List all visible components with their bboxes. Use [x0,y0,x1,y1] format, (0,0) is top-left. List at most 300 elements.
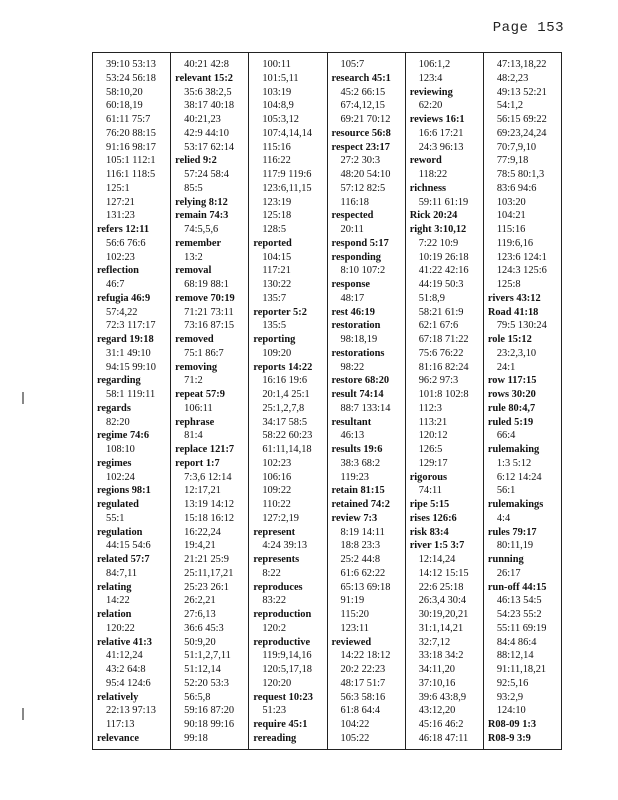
page-line-ref: 8:22 [262,567,281,579]
index-term: retain 81:15 [331,485,385,497]
page-line-ref: 20:1,4 25:1 [262,389,310,400]
page-line-ref: 115:20 [340,609,369,620]
page-line-ref: 26:3,4 30:4 [418,595,467,607]
index-term: Road 41:18 [487,306,539,318]
page-line-ref: 34:17 58:5 [262,416,308,428]
page-line-ref: 56:15 69:22 [496,114,547,125]
page-line-ref: 57:4,22 [106,306,138,318]
index-term: rises 126:6 [409,512,457,524]
page-line-ref: 22:6 25:18 [418,581,464,593]
index-term: respected [331,210,374,222]
page-line-ref: 46:7 [106,279,125,290]
index-term: repeat 57:9 [175,389,225,400]
page-line-ref: 107:4,14,14 [262,127,312,139]
page-line-ref: 47:13,18,22 [496,59,547,70]
index-column-5 [406,53,484,749]
page-line-ref: 60:18,19 [106,100,143,112]
page-line-ref: 84:4 86:4 [496,636,537,648]
page-line-ref: 108:10 [106,444,135,455]
index-term: removed [175,334,214,345]
page-line-ref: 54:23 55:2 [496,609,542,620]
page-line-ref: 44:15 54:6 [106,540,151,552]
page-line-ref: 84:7,11 [106,567,138,579]
page-line-ref: 35:6 38:2,5 [184,86,232,98]
page-line-ref: 30:19,20,21 [418,609,469,620]
page-line-ref: 13:19 14:12 [184,499,235,510]
page-line-ref: 92:5,16 [496,677,529,689]
page-line-ref: 14:12 15:15 [418,567,469,579]
index-term: remove 70:19 [175,292,235,304]
page-line-ref: 24:1 [496,361,516,373]
page-line-ref: 23:2,3,10 [496,347,537,359]
index-term: restorations [331,347,385,359]
index-term: relation [97,609,132,620]
page-line-ref: 48:20 54:10 [340,169,391,180]
page-line-ref: 103:20 [496,196,526,208]
page-line-ref: 94:15 99:10 [106,361,156,373]
page-line-ref: 27:2 30:3 [340,155,381,167]
page-line-ref: 51:12,14 [184,664,221,675]
index-term: reword [409,155,442,167]
page-line-ref: 40:21,23 [184,114,221,125]
page-line-ref: 100:11 [262,59,291,70]
page-line-ref: 16:22,24 [184,526,221,538]
page-line-ref: 8:19 14:11 [340,526,385,538]
index-term: ripe 5:15 [409,499,450,510]
page-line-ref: 14:22 18:12 [340,650,391,662]
page-line-ref: 120:22 [106,622,135,634]
index-term: reproduces [253,581,303,593]
page-line-ref: 56:6 76:6 [106,237,146,249]
page-line-ref: 12:14,24 [418,554,456,565]
page-line-ref: 20:11 [340,224,364,235]
index-term: reviewed [331,636,372,648]
page-line-ref: 53:24 56:18 [106,72,156,84]
index-term: refers 12:11 [97,224,150,235]
index-term: running [487,554,524,565]
page-line-ref: 120:20 [262,677,292,689]
page-line-ref: 68:19 88:1 [184,279,229,290]
page-line-ref: 69:21 70:12 [340,114,391,125]
page-line-ref: 119:9,14,16 [262,650,312,662]
index-term: reported [253,237,292,249]
page-line-ref: 21:21 25:9 [184,554,229,565]
page-line-ref: 128:5 [262,224,287,235]
page-line-ref: 26:17 [496,567,521,579]
index-term: reports 14:22 [253,361,313,373]
index-term: rigorous [409,471,448,483]
page-line-ref: 18:8 23:3 [340,540,381,552]
word-index-table [92,52,562,750]
index-term: rulemakings [487,499,544,510]
page-line-ref: 124:3 125:6 [496,265,547,277]
page-line-ref: 42:9 44:10 [184,127,229,139]
page-line-ref: 48:17 51:7 [340,677,386,689]
index-term: result 74:14 [331,389,384,400]
index-term: research 45:1 [331,72,391,84]
page-line-ref: 91:11,18,21 [496,664,547,675]
page-line-ref: 55:11 69:19 [496,622,547,634]
page-line-ref: 38:17 40:18 [184,100,235,112]
page-line-ref: 123:11 [340,622,369,634]
index-term: reflection [97,265,139,277]
page-line-ref: 58:22 60:23 [262,430,313,442]
page-line-ref: 51:1,2,7,11 [184,650,231,662]
index-term: ruled 5:19 [487,416,534,428]
page-line-ref: 61:6 62:22 [340,567,386,579]
index-term: regulated [97,499,139,510]
index-term: respond 5:17 [331,237,389,249]
index-term: represent [253,526,296,538]
page-line-ref: 71:2 [184,375,203,387]
index-term: reporter 5:2 [253,306,307,318]
page-line-ref: 76:20 88:15 [106,127,156,139]
page-line-ref: 120:5,17,18 [262,664,312,675]
index-term: relatively [97,691,139,703]
page-line-ref: 131:23 [106,210,135,222]
page-line-ref: 62:20 [418,100,443,112]
index-term: rulemaking [487,444,540,455]
page-line-ref: 45:2 66:15 [340,86,386,98]
page-line-ref: 46:13 [340,430,365,442]
index-term: row 117:15 [487,375,537,387]
page-line-ref: 118:22 [418,169,448,180]
index-term: regards [97,402,131,414]
index-term: responding [331,251,381,263]
page-line-ref: 125:18 [262,210,292,222]
page-line-ref: 91:16 98:17 [106,141,156,153]
page-line-ref: 32:7,12 [418,636,451,648]
page-line-ref: 34:11,20 [418,664,455,675]
page-line-ref: 117:9 119:6 [262,169,312,180]
page-line-ref: 50:9,20 [184,636,216,648]
page-line-ref: 120:2 [262,622,287,634]
page-line-ref: 69:23,24,24 [496,127,547,139]
index-term: require 45:1 [253,719,308,730]
page-line-ref: 57:12 82:5 [340,182,386,194]
index-term: retained 74:2 [331,499,390,510]
page-line-ref: 12:17,21 [184,485,221,497]
page-line-ref: 46:18 47:11 [418,732,469,744]
index-term: rows 30:20 [487,389,536,400]
page-number: Page 153 [492,20,564,36]
page-line-ref: 82:20 [106,416,130,428]
page-line-ref: 105:7 [340,59,365,70]
page-line-ref: 16:16 19:6 [262,375,308,387]
page-line-ref: 123:6 124:1 [496,251,547,263]
page-line-ref: 104:8,9 [262,100,294,112]
page-line-ref: 88:7 133:14 [340,402,391,414]
page-line-ref: 74:11 [418,485,442,497]
page-line-ref: 26:2,21 [184,595,216,607]
page-line-ref: 67:18 71:22 [418,334,469,345]
page-line-ref: 102:23 [262,457,292,469]
page-line-ref: 43:12,20 [418,705,456,717]
page-line-ref: 43:2 64:8 [106,664,146,675]
index-column-2 [171,53,249,749]
page-line-ref: 56:3 58:16 [340,691,386,703]
page-line-ref: 7:22 10:9 [418,237,459,249]
page-line-ref: 13:2 [184,251,203,263]
index-term: respect 23:17 [331,141,390,153]
page-line-ref: 58:21 61:9 [418,306,464,318]
page-line-ref: 56:5,8 [184,691,211,703]
index-term: R08-09 1:3 [487,719,537,730]
index-term: relevant 15:2 [175,72,233,84]
index-term: restoration [331,320,381,332]
page-line-ref: 123:4 [418,72,443,84]
page-line-ref: 98:18,19 [340,334,378,345]
page-line-ref: 61:11,14,18 [262,444,312,455]
page-line-ref: 73:16 87:15 [184,320,235,332]
page-line-ref: 103:19 [262,86,292,98]
page-line-ref: 102:23 [106,251,135,263]
index-term: replace 121:7 [175,444,235,455]
page-line-ref: 116:1 118:5 [106,169,156,180]
page-line-ref: 113:21 [418,416,448,428]
index-term: river 1:5 3:7 [409,540,465,552]
page-line-ref: 4:24 39:13 [262,540,308,552]
index-term: rephrase [175,416,215,428]
index-term: rules 79:17 [487,526,537,538]
page-line-ref: 74:5,5,6 [184,224,219,235]
index-term: reproductive [253,636,311,648]
page-line-ref: 126:5 [418,444,443,455]
page-line-ref: 16:6 17:21 [418,127,464,139]
page-line-ref: 115:16 [262,141,291,153]
page-line-ref: 93:2,9 [496,691,524,703]
page-line-ref: 129:17 [418,457,448,469]
page-line-ref: 59:16 87:20 [184,705,235,717]
page-line-ref: 45:16 46:2 [418,719,464,730]
index-term: review 7:3 [331,512,378,524]
page-line-ref: 56:1 [496,485,516,497]
index-term: regarding [97,375,141,387]
page-line-ref: 57:24 58:4 [184,169,229,180]
index-term: reviews 16:1 [409,114,465,125]
page-line-ref: 72:3 117:17 [106,320,156,332]
index-term: rereading [253,732,297,744]
page-line-ref: 119:23 [340,471,369,483]
index-term: relying 8:12 [175,196,228,208]
page-line-ref: 124:10 [496,705,526,717]
index-term: removal [175,265,212,277]
page-line-ref: 48:17 [340,292,365,304]
page-line-ref: 48:2,23 [496,72,529,84]
index-term: resource 56:8 [331,127,391,139]
page-line-ref: 125:1 [106,182,130,194]
page-line-ref: 36:6 45:3 [184,622,224,634]
page-line-ref: 10:19 26:18 [418,251,469,263]
page-line-ref: 135:7 [262,292,287,304]
page-line-ref: 85:5 [184,182,203,194]
page-line-ref: 51:23 [262,705,287,717]
page-line-ref: 83:22 [262,595,287,607]
page-line-ref: 101:5,11 [262,72,299,84]
page-line-ref: 39:6 43:8,9 [418,691,467,703]
page-line-ref: 110:22 [262,499,291,510]
page-line-ref: 37:10,16 [418,677,456,689]
page-line-ref: 15:18 16:12 [184,512,235,524]
index-term: regions 98:1 [97,485,151,497]
page-line-ref: 116:22 [262,155,291,167]
index-term: regard 19:18 [97,334,154,345]
index-term: refugia 46:9 [97,292,151,304]
index-column-1 [93,53,171,749]
page-line-ref: 65:13 69:18 [340,581,391,593]
page-line-ref: 31:1,14,21 [418,622,464,634]
page-line-ref: 51:8,9 [418,292,445,304]
index-term: run-off 44:15 [487,581,547,593]
index-term: reproduction [253,609,312,620]
page-line-ref: 8:10 107:2 [340,265,386,277]
page-line-ref: 49:13 52:21 [496,86,547,98]
index-term: related 57:7 [97,554,150,565]
page-line-ref: 105:22 [340,732,370,744]
page-line-ref: 41:12,24 [106,650,143,662]
index-term: Rick 20:24 [409,210,458,222]
index-column-6 [484,53,561,749]
index-term: removing [175,361,218,373]
page-line-ref: 127:2,19 [262,512,300,524]
page-line-ref: 55:1 [106,512,125,524]
page-line-ref: 96:2 97:3 [418,375,459,387]
page-line-ref: 25:1,2,7,8 [262,402,305,414]
page-line-ref: 119:6,16 [496,237,534,249]
index-term: relied 9:2 [175,155,217,167]
index-term: reviewing [409,86,453,98]
page-line-ref: 71:21 73:11 [184,306,234,318]
page-line-ref: 117:13 [106,719,135,730]
index-term: report 1:7 [175,457,220,469]
page-line-ref: 95:4 124:6 [106,677,151,689]
index-term: relevance [97,732,139,744]
page-line-ref: 98:22 [340,361,365,373]
page-line-ref: 7:3,6 12:14 [184,471,232,483]
page-line-ref: 41:22 42:16 [418,265,469,277]
page-line-ref: 81:16 82:24 [418,361,469,373]
page-line-ref: 101:8 102:8 [418,389,469,400]
page-line-ref: 58:10,20 [106,86,143,98]
page-line-ref: 125:8 [496,279,521,290]
page-line-ref: 106:1,2 [418,59,451,70]
page-line-ref: 38:3 68:2 [340,457,381,469]
page-line-ref: 79:5 130:24 [496,320,547,332]
page-line-ref: 59:11 61:19 [418,196,469,208]
index-column-4 [328,53,406,749]
index-term: relative 41:3 [97,636,152,648]
page-line-ref: 81:4 [184,430,203,442]
index-term: rest 46:19 [331,306,375,318]
page-line-ref: 75:1 86:7 [184,347,224,359]
page-line-ref: 25:11,17,21 [184,567,234,579]
page-line-ref: 90:18 99:16 [184,719,235,730]
index-column-3 [249,53,327,749]
index-term: regimes [97,457,132,469]
page-line-ref: 4:4 [496,512,511,524]
index-term: risk 83:4 [409,526,449,538]
page-line-ref: 31:1 49:10 [106,347,151,359]
index-term: rule 80:4,7 [487,402,536,414]
page-line-ref: 62:1 67:6 [418,320,459,332]
page-line-ref: 52:20 53:3 [184,677,229,689]
index-term: response [331,279,371,290]
margin-mark [22,392,24,404]
page-line-ref: 27:6,13 [184,609,216,620]
page-line-ref: 88:12,14 [496,650,534,662]
page-line-ref: 102:24 [106,471,135,483]
page-line-ref: 58:1 119:11 [106,389,156,400]
page-line-ref: 40:21 42:8 [184,59,229,70]
page-line-ref: 46:13 54:5 [496,595,542,607]
page-line-ref: 39:10 53:13 [106,59,156,70]
index-term: reporting [253,334,296,345]
page-line-ref: 66:4 [496,430,516,442]
page-line-ref: 106:11 [184,402,213,414]
page-line-ref: 109:20 [262,347,292,359]
page-line-ref: 127:21 [106,196,135,208]
page-line-ref: 24:3 96:13 [418,141,464,153]
page-line-ref: 75:6 76:22 [418,347,464,359]
page-line-ref: 61:11 75:7 [106,114,151,125]
page-line-ref: 20:2 22:23 [340,664,386,675]
page-line-ref: 109:22 [262,485,292,497]
page-line-ref: 22:13 97:13 [106,705,156,717]
page-line-ref: 14:22 [106,595,130,607]
index-term: right 3:10,12 [409,224,467,235]
page-line-ref: 105:3,12 [262,114,300,125]
page-line-ref: 99:18 [184,732,208,744]
page-line-ref: 25:23 26:1 [184,581,229,593]
index-term: request 10:23 [253,691,313,703]
index-term: richness [409,182,447,194]
margin-mark [22,708,24,720]
page-line-ref: 1:3 5:12 [496,457,532,469]
index-term: restore 68:20 [331,375,390,387]
page-line-ref: 123:6,11,15 [262,182,312,194]
page-line-ref: 33:18 34:2 [418,650,464,662]
index-term: regulation [97,526,143,538]
page-line-ref: 53:17 62:14 [184,141,235,153]
page-line-ref: 91:19 [340,595,365,607]
index-term: relating [97,581,132,593]
page-line-ref: 123:19 [262,196,292,208]
index-term: rivers 43:12 [487,292,541,304]
page-line-ref: 104:22 [340,719,370,730]
page-line-ref: 112:3 [418,402,442,414]
page-line-ref: 117:21 [262,265,291,277]
page-line-ref: 135:5 [262,320,287,332]
page-line-ref: 130:22 [262,279,292,290]
page-line-ref: 116:18 [340,196,369,208]
page-line-ref: 80:11,19 [496,540,534,552]
index-term: role 15:12 [487,334,532,345]
index-term: R08-9 3:9 [487,732,531,744]
index-term: remember [175,237,222,249]
page-line-ref: 61:8 64:4 [340,705,381,717]
index-term: results 19:6 [331,444,383,455]
page-line-ref: 105:1 112:1 [106,155,156,167]
index-term: regime 74:6 [97,430,150,442]
page-line-ref: 70:7,9,10 [496,141,537,153]
page-line-ref: 78:5 80:1,3 [496,169,545,180]
page-line-ref: 25:2 44:8 [340,554,381,565]
page-line-ref: 54:1,2 [496,100,524,112]
page-line-ref: 106:16 [262,471,292,483]
page-line-ref: 77:9,18 [496,155,529,167]
page-line-ref: 67:4,12,15 [340,100,385,112]
index-term: represents [253,554,300,565]
